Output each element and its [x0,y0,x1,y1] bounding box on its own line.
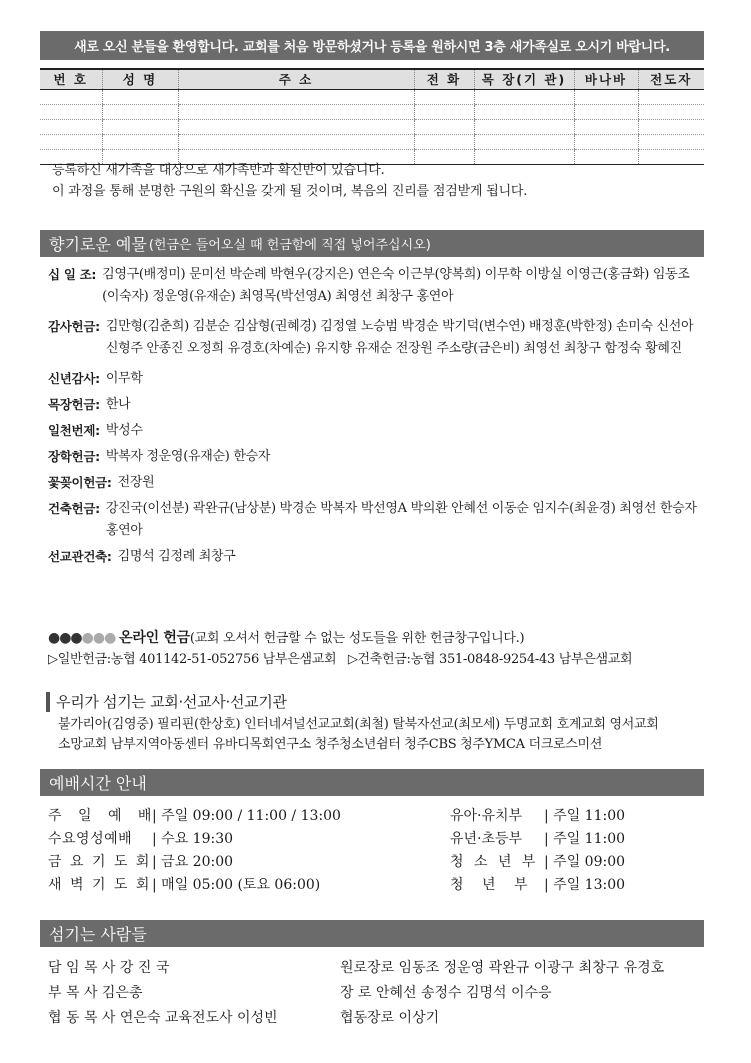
worship-times-left [48,805,341,897]
offering-row-building [48,498,700,542]
offering-label: 선교관건축: [48,549,112,564]
offering-names: 한나 [105,397,131,412]
offering-names: 강진국(이선분) 곽완규(남상분) 박경순 박복자 박선영A 박의환 안혜선 이동순 임지수(최윤경) 최영선 한승자 홍연아 [105,501,697,538]
offering-row-mokjang [48,394,700,416]
worship-row: 새 벽 기 도 회 | 매일 05:00 (토요 06:00) [48,877,321,893]
staff-line: 협동장로 이상기 [340,1010,440,1026]
staff-section-title: 섬기는 사람들 [40,920,704,947]
offering-label: 장학헌금: [48,449,100,464]
col-phone: 전 화 [414,69,474,89]
worship-row: 청 소 년 부 | 주일 09:00 [450,854,626,870]
staff-line: 담 임 목 사 강 진 국 [48,960,170,976]
offering-row-thousand [48,420,700,442]
registration-header-row [40,69,704,89]
offering-label: 목장헌금: [48,397,100,412]
worship-section-title: 예배시간 안내 [40,769,704,796]
worship-row: 주 일 예 배 | 주일 09:00 / 11:00 / 13:00 [48,808,341,824]
welcome-banner: 새로 오신 분들을 환영합니다. 교회를 처음 방문하셨거나 등록을 원하시면 3층 새가족실로 오시기 바랍니다. [40,31,704,60]
supported-title: 우리가 섬기는 교회·선교사·선교기관 [46,692,659,712]
offering-names: 이무학 [105,371,143,386]
offering-row-mission-building [48,546,700,568]
staff-line: 원로장로 임동조 정운영 곽완규 이광구 최창구 유경호 [340,960,665,976]
offering-label: 감사헌금: [48,319,100,334]
col-evangelist: 전도자 [638,69,704,89]
col-name: 성 명 [102,69,178,89]
newcomer-notice [52,160,527,202]
online-offering-desc: (교회 오셔서 헌금할 수 없는 성도들을 위한 헌금창구입니다.) [189,631,525,646]
offering-label: 일천번제: [48,423,100,438]
offering-row-scholarship [48,446,700,468]
account-line [48,649,632,670]
worship-row: 수요영성예배 | 수요 19:30 [48,831,234,847]
online-offering [48,628,632,670]
offering-names: 김만형(김춘희) 김분순 김삼형(권혜경) 김정열 노승범 박경순 박기덕(변수연) 배정훈(박한정) 손미숙 신선아 신형주 안종진 오정희 유경호(차예순) 유지향 유재순 전장원 주소량(금은비) 최영선 최창구 함정숙 황혜진 [105,319,694,356]
bullet-dots-icon: ●●●●●● [48,630,116,646]
offering-label: 건축헌금: [48,501,100,516]
supported-organizations [46,692,659,755]
offering-names: 전장원 [117,475,155,490]
table-row [40,104,704,119]
offering-label: 신년감사: [48,371,100,386]
building-account: ▷건축헌금:농협 351-0848-9254-43 남부은샘교회 [347,652,633,667]
supported-line: 불가리아(김영중) 필리핀(한상호) 인터네셔널선교교회(최철) 탈북자선교(최모세) 두명교회 호계교회 영서교회 [58,717,659,732]
staff-left [48,956,278,1031]
notice-line: 등록하신 새가족을 대상으로 새가족반과 확신반이 있습니다. [52,163,385,178]
offering-names: 김영구(배정미) 문미선 박순례 박현우(강지은) 연은숙 이근부(양복희) 이무학 이방실 이영근(홍금화) 임동조(이숙자) 정운영(유재순) 최영목(박선영A) 최영선 최창구 홍연아 [102,267,690,304]
worship-row: 유년·초등부 | 주일 11:00 [450,831,626,847]
offering-names: 박복자 정운영(유재순) 한승자 [105,449,271,464]
offering-row-tithe [48,264,700,308]
registration-table [40,68,704,165]
table-row [40,89,704,104]
table-row [40,134,704,149]
general-account: ▷일반헌금:농협 401142-51-052756 남부은샘교회 [48,652,337,667]
offering-names: 박성수 [105,423,143,438]
offering-title: 향기로운 예물 [49,235,147,254]
staff-line: 협 동 목 사 연은숙 교육전도사 이성빈 [48,1010,278,1026]
worship-row: 유아·유치부 | 주일 11:00 [450,808,626,824]
offering-names: 김명석 김정례 최창구 [117,549,236,564]
offering-label: 십 일 조: [48,267,97,282]
offering-subtitle: (헌금은 들어오실 때 헌금함에 직접 넣어주십시오) [148,238,431,253]
staff-line: 장 로 안혜선 송정수 김명석 이수응 [340,985,552,1001]
staff-line: 부 목 사 김은총 [48,985,143,1001]
offering-label: 꽃꽂이헌금: [48,475,112,490]
supported-line: 소망교회 남부지역아동센터 유바디목회연구소 청주청소년쉼터 청주CBS 청주YMCA 더크로스미션 [58,737,603,752]
offering-row-thanks [48,316,700,360]
staff-right [340,956,664,1031]
col-barnabas: 바나바 [574,69,638,89]
notice-line: 이 과정을 통해 분명한 구원의 확신을 갖게 될 것이며, 복음의 진리를 점검받게 됩니다. [52,184,528,199]
col-group: 목 장(기 관) [474,69,574,89]
offering-list [48,264,700,568]
offering-section-title [40,230,704,257]
col-number: 번 호 [40,69,102,89]
online-offering-title: 온라인 헌금 [119,630,190,646]
worship-row: 금 요 기 도 회 | 금요 20:00 [48,854,234,870]
table-row [40,119,704,134]
offering-row-newyear [48,368,700,390]
worship-times-right [450,805,625,897]
worship-row: 청 년 부 | 주일 13:00 [450,877,626,893]
col-address: 주 소 [178,69,414,89]
online-offering-header [48,628,632,649]
offering-row-flower [48,472,700,494]
